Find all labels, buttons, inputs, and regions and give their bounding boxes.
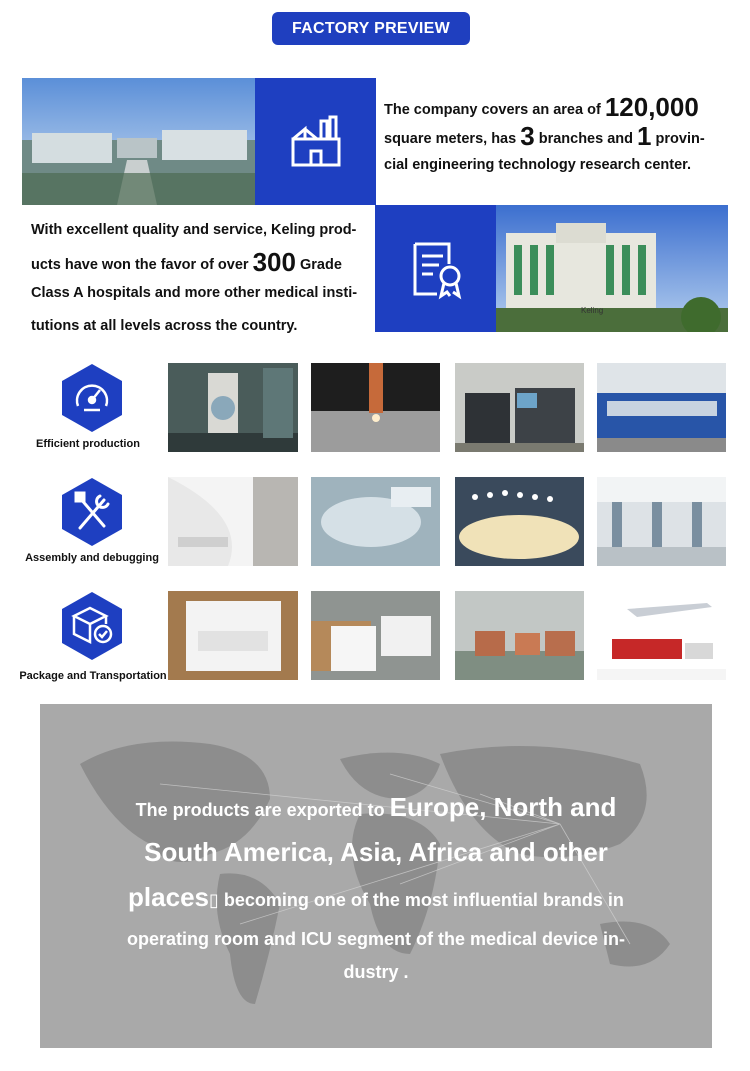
certificate-icon: [405, 238, 467, 300]
hospital-favor-text: With excellent quality and service, Keling prod- ucts have won the favor of over 300 Grade Class A hospitals and more other medical insti- tutions at all levels across the country.: [31, 222, 358, 334]
process-row-efficient-production: [0, 362, 750, 454]
process-label: Package and Transportation: [19, 670, 167, 682]
process-row-assembly: [0, 476, 750, 568]
tools-icon: [60, 476, 124, 548]
process-photo: [311, 363, 440, 452]
process-photo: [597, 591, 726, 680]
factory-aerial-photo: [22, 78, 255, 205]
process-label: Efficient production: [36, 438, 140, 450]
section-title-badge: FACTORY PREVIEW: [272, 12, 470, 45]
process-photo: [597, 477, 726, 566]
process-photo: [455, 363, 584, 452]
process-row-package: [0, 590, 750, 682]
company-area-text: The company covers an area of 120,000 square meters, has 3 branches and 1 provin- cial engineering technology research center.: [384, 92, 705, 173]
process-photo: [311, 591, 440, 680]
headquarters-building-photo: [496, 205, 728, 332]
process-photo: [168, 363, 298, 452]
process-photo: [597, 363, 726, 452]
process-photo: [311, 477, 440, 566]
factory-icon: [285, 111, 347, 173]
building-sign-text: Keling: [581, 306, 604, 315]
export-description: The products are exported to Europe, North and South America, Asia, Africa and other places▯ becoming one of the most influential brands in operating room and ICU segment of the medical device in- dustry .: [126, 792, 626, 982]
certificate-icon-box: [375, 205, 496, 332]
factory-icon-box: [255, 78, 376, 205]
process-photo: [168, 591, 298, 680]
package-icon: [60, 590, 124, 662]
process-photo: [168, 477, 298, 566]
process-label: Assembly and debugging: [25, 552, 159, 564]
world-export-map: [40, 704, 712, 1048]
process-photo: [455, 591, 584, 680]
process-photo: [455, 477, 584, 566]
gauge-icon: [60, 362, 124, 434]
